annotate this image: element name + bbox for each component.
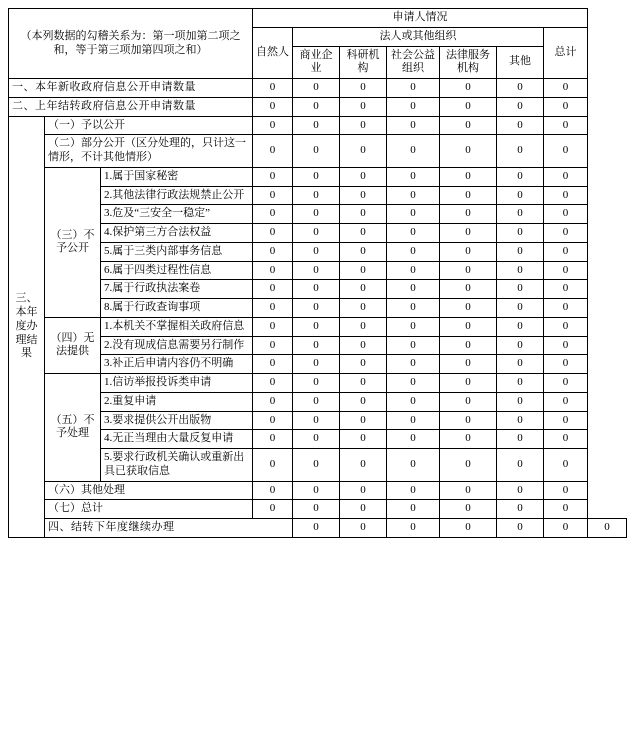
row-group-label-no-disclosure: （三）不予公开	[45, 167, 101, 317]
cell-value: 0	[253, 79, 293, 98]
cell-value: 0	[440, 97, 497, 116]
cell-value: 0	[387, 519, 440, 538]
cell-value: 0	[340, 481, 387, 500]
cell-value: 0	[440, 242, 497, 261]
cell-value: 0	[340, 116, 387, 135]
row-label-enforcement-case-file: 7.属于行政执法案卷	[101, 280, 253, 299]
cell-value: 0	[253, 374, 293, 393]
row-label-subtotal: （七）总计	[45, 500, 253, 519]
cell-value: 0	[497, 135, 544, 168]
cell-value: 0	[497, 374, 544, 393]
cell-value: 0	[387, 411, 440, 430]
row-label-petition-complaint: 1.信访举报投诉类申请	[101, 374, 253, 393]
cell-value: 0	[497, 519, 544, 538]
cell-value: 0	[293, 449, 340, 482]
cell-value: 0	[340, 500, 387, 519]
cell-value: 0	[544, 481, 588, 500]
cell-value: 0	[387, 261, 440, 280]
row-label-partially-disclosed: （二）部分公开（区分处理的，只计这一情形，不计其他情形）	[45, 135, 253, 168]
cell-value: 0	[293, 116, 340, 135]
table-row	[9, 79, 627, 98]
cell-value: 0	[387, 392, 440, 411]
row-label-reconfirm-obtained-info: 5.要求行政机关确认或重新出具已获取信息	[101, 449, 253, 482]
table-header-row-1	[9, 9, 627, 28]
cell-value: 0	[497, 97, 544, 116]
cell-value: 0	[440, 374, 497, 393]
cell-value: 0	[293, 242, 340, 261]
cell-value: 0	[497, 355, 544, 374]
cell-value: 0	[253, 317, 293, 336]
cell-value: 0	[544, 519, 588, 538]
cell-value: 0	[387, 79, 440, 98]
row-label-carryover-from-last-year: 二、上年结转政府信息公开申请数量	[9, 97, 253, 116]
cell-value: 0	[440, 205, 497, 224]
cell-value: 0	[293, 519, 340, 538]
cell-value: 0	[387, 317, 440, 336]
cell-value: 0	[340, 224, 387, 243]
cell-value: 0	[544, 430, 588, 449]
row-label-needs-separate-creation: 2.没有现成信息需要另行制作	[101, 336, 253, 355]
table-row	[9, 430, 627, 449]
cell-value: 0	[340, 280, 387, 299]
cell-value: 0	[440, 116, 497, 135]
cell-value: 0	[440, 186, 497, 205]
cell-value: 0	[544, 186, 588, 205]
cell-value: 0	[293, 392, 340, 411]
cell-value: 0	[440, 481, 497, 500]
table-row	[9, 355, 627, 374]
cell-value: 0	[293, 500, 340, 519]
cell-value: 0	[340, 97, 387, 116]
cell-value: 0	[253, 392, 293, 411]
cell-value: 0	[387, 135, 440, 168]
government-information-disclosure-request-table	[8, 8, 627, 538]
row-label-third-party-rights: 4.保护第三方合法权益	[101, 224, 253, 243]
table-row	[9, 411, 627, 430]
table-row	[9, 280, 627, 299]
cell-value: 0	[253, 500, 293, 519]
cell-value: 0	[293, 261, 340, 280]
cell-value: 0	[253, 167, 293, 186]
cell-value: 0	[497, 317, 544, 336]
row-label-not-held-by-agency: 1.本机关不掌握相关政府信息	[101, 317, 253, 336]
cell-value: 0	[293, 374, 340, 393]
row-label-unclear-after-correction: 3.补正后申请内容仍不明确	[101, 355, 253, 374]
row-label-process-info: 6.属于四类过程性信息	[101, 261, 253, 280]
table-row	[9, 135, 627, 168]
row-label-administrative-inquiry: 8.属于行政查询事项	[101, 299, 253, 318]
cell-value: 0	[253, 242, 293, 261]
cell-value: 0	[340, 261, 387, 280]
cell-value: 0	[387, 280, 440, 299]
cell-value: 0	[387, 500, 440, 519]
row-label-other-law-prohibits: 2.其他法律行政法规禁止公开	[101, 186, 253, 205]
cell-value: 0	[293, 79, 340, 98]
cell-value: 0	[440, 449, 497, 482]
header-column-commercial-enterprise: 商业企业	[293, 46, 340, 79]
cell-value: 0	[544, 299, 588, 318]
cell-value: 0	[497, 205, 544, 224]
row-label-duplicate-request: 2.重复申请	[101, 392, 253, 411]
cell-value: 0	[253, 355, 293, 374]
cell-value: 0	[440, 500, 497, 519]
cell-value: 0	[293, 299, 340, 318]
header-legal-person-group: 法人或其他组织	[293, 27, 544, 46]
cell-value: 0	[340, 186, 387, 205]
cell-value: 0	[293, 430, 340, 449]
cell-value: 0	[497, 261, 544, 280]
page-top-margin	[0, 0, 634, 8]
cell-value: 0	[340, 519, 387, 538]
cell-value: 0	[340, 79, 387, 98]
cell-value: 0	[340, 430, 387, 449]
cell-value: 0	[497, 167, 544, 186]
cell-value: 0	[440, 519, 497, 538]
table-row	[9, 374, 627, 393]
cell-value: 0	[544, 167, 588, 186]
header-column-research-institute: 科研机构	[340, 46, 387, 79]
header-applicant-group: 申请人情况	[253, 9, 588, 28]
cell-value: 0	[340, 167, 387, 186]
cell-value: 0	[340, 411, 387, 430]
cell-value: 0	[253, 336, 293, 355]
cell-value: 0	[253, 449, 293, 482]
cell-value: 0	[253, 135, 293, 168]
table-row	[9, 481, 627, 500]
cell-value: 0	[440, 224, 497, 243]
cell-value: 0	[497, 411, 544, 430]
row-label-new-requests-this-year: 一、本年新收政府信息公开申请数量	[9, 79, 253, 98]
cell-value: 0	[293, 186, 340, 205]
cell-value: 0	[387, 116, 440, 135]
cell-value: 0	[293, 97, 340, 116]
cell-value: 0	[387, 449, 440, 482]
table-row	[9, 392, 627, 411]
cell-value: 0	[253, 280, 293, 299]
cell-value: 0	[497, 481, 544, 500]
cell-value: 0	[544, 261, 588, 280]
header-natural-person: 自然人	[253, 27, 293, 78]
cell-value: 0	[440, 167, 497, 186]
cell-value: 0	[387, 374, 440, 393]
cell-value: 0	[497, 280, 544, 299]
header-column-other: 其他	[497, 46, 544, 79]
table-row	[9, 205, 627, 224]
cell-value: 0	[544, 224, 588, 243]
cell-value: 0	[253, 205, 293, 224]
cell-value: 0	[497, 430, 544, 449]
cell-value: 0	[544, 205, 588, 224]
cell-value: 0	[293, 167, 340, 186]
cell-value: 0	[387, 205, 440, 224]
cell-value: 0	[544, 280, 588, 299]
cell-value: 0	[293, 481, 340, 500]
cell-value: 0	[440, 280, 497, 299]
cell-value: 0	[253, 430, 293, 449]
cell-value: 0	[253, 97, 293, 116]
cell-value: 0	[544, 500, 588, 519]
table-row	[9, 299, 627, 318]
cell-value: 0	[387, 186, 440, 205]
cell-value: 0	[387, 299, 440, 318]
cell-value: 0	[387, 336, 440, 355]
row-group-label-cannot-provide: （四）无法提供	[45, 317, 101, 373]
cell-value: 0	[497, 500, 544, 519]
table-row	[9, 261, 627, 280]
cell-value: 0	[440, 411, 497, 430]
cell-value: 0	[293, 355, 340, 374]
cell-value: 0	[340, 205, 387, 224]
cell-value: 0	[497, 449, 544, 482]
table-row	[9, 167, 627, 186]
cell-value: 0	[340, 317, 387, 336]
cell-value: 0	[340, 135, 387, 168]
row-label-other-handling: （六）其他处理	[45, 481, 253, 500]
cell-value: 0	[253, 411, 293, 430]
cell-value: 0	[544, 336, 588, 355]
cell-value: 0	[253, 186, 293, 205]
row-label-disclosed: （一）予以公开	[45, 116, 253, 135]
header-column-legal-service-org: 法律服务机构	[440, 46, 497, 79]
row-group-label-handling-results: 三、本年度办理结果	[9, 116, 45, 537]
cell-value: 0	[544, 116, 588, 135]
cell-value: 0	[544, 242, 588, 261]
cell-value: 0	[440, 135, 497, 168]
cell-value: 0	[544, 355, 588, 374]
table-row	[9, 449, 627, 482]
cell-value: 0	[387, 430, 440, 449]
cell-value: 0	[497, 392, 544, 411]
cell-value: 0	[387, 97, 440, 116]
row-label-internal-affairs-info: 5.属于三类内部事务信息	[101, 242, 253, 261]
cell-value: 0	[293, 411, 340, 430]
row-label-repeated-without-reason: 4.无正当理由大量反复申请	[101, 430, 253, 449]
cell-value: 0	[544, 374, 588, 393]
table-row	[9, 519, 627, 538]
table-row	[9, 97, 627, 116]
cell-value: 0	[497, 116, 544, 135]
table-row	[9, 336, 627, 355]
cell-value: 0	[497, 299, 544, 318]
note-cell: （本列数据的勾稽关系为：第一项加第二项之和，等于第三项加第四项之和）	[9, 9, 253, 79]
table-row	[9, 224, 627, 243]
row-label-endangers-stability: 3.危及“三安全一稳定”	[101, 205, 253, 224]
cell-value: 0	[293, 336, 340, 355]
cell-value: 0	[544, 135, 588, 168]
cell-value: 0	[293, 224, 340, 243]
cell-value: 0	[253, 116, 293, 135]
cell-value: 0	[253, 261, 293, 280]
table-row	[9, 116, 627, 135]
cell-value: 0	[497, 186, 544, 205]
cell-value: 0	[544, 317, 588, 336]
cell-value: 0	[440, 430, 497, 449]
cell-value: 0	[440, 79, 497, 98]
cell-value: 0	[293, 135, 340, 168]
row-group-label-not-handled: （五）不予处理	[45, 374, 101, 482]
table-row	[9, 242, 627, 261]
cell-value: 0	[293, 205, 340, 224]
cell-value: 0	[544, 79, 588, 98]
cell-value: 0	[440, 355, 497, 374]
row-label-state-secret: 1.属于国家秘密	[101, 167, 253, 186]
cell-value: 0	[387, 224, 440, 243]
row-label-published-material: 3.要求提供公开出版物	[101, 411, 253, 430]
cell-value: 0	[340, 374, 387, 393]
cell-value: 0	[497, 79, 544, 98]
cell-value: 0	[387, 355, 440, 374]
cell-value: 0	[387, 481, 440, 500]
cell-value: 0	[440, 261, 497, 280]
table-row	[9, 500, 627, 519]
cell-value: 0	[340, 449, 387, 482]
header-total: 总计	[544, 27, 588, 78]
cell-value: 0	[340, 299, 387, 318]
cell-value: 0	[544, 392, 588, 411]
cell-value: 0	[293, 280, 340, 299]
cell-value: 0	[293, 317, 340, 336]
cell-value: 0	[253, 481, 293, 500]
table-row	[9, 186, 627, 205]
cell-value: 0	[440, 299, 497, 318]
cell-value: 0	[253, 224, 293, 243]
cell-value: 0	[440, 317, 497, 336]
cell-value: 0	[340, 392, 387, 411]
cell-value: 0	[497, 224, 544, 243]
row-label-carryover-next-year: 四、结转下年度继续办理	[45, 519, 293, 538]
cell-value: 0	[588, 519, 627, 538]
header-column-social-welfare-org: 社会公益组织	[387, 46, 440, 79]
cell-value: 0	[340, 242, 387, 261]
cell-value: 0	[440, 392, 497, 411]
cell-value: 0	[340, 336, 387, 355]
cell-value: 0	[340, 355, 387, 374]
cell-value: 0	[253, 299, 293, 318]
cell-value: 0	[387, 242, 440, 261]
cell-value: 0	[497, 336, 544, 355]
cell-value: 0	[544, 449, 588, 482]
cell-value: 0	[544, 97, 588, 116]
cell-value: 0	[497, 242, 544, 261]
cell-value: 0	[387, 167, 440, 186]
cell-value: 0	[440, 336, 497, 355]
cell-value: 0	[544, 411, 588, 430]
table-row	[9, 317, 627, 336]
